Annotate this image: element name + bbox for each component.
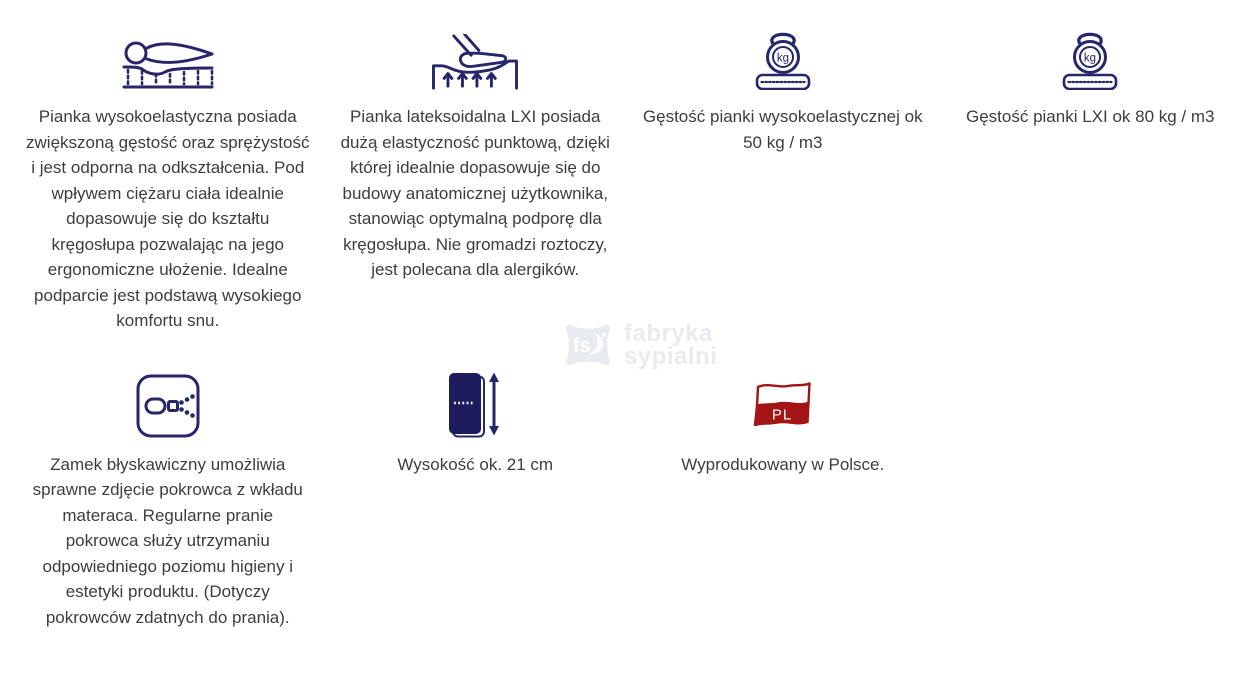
foot-pressure-icon <box>427 28 523 90</box>
feature-height <box>322 370 630 631</box>
logo-fs-text: fs <box>573 335 591 357</box>
feature-density-he <box>629 28 937 334</box>
zipper-teeth-dots <box>179 394 195 418</box>
feature-text: Gęstość pianki wysokoelastycznej ok 50 kg / m3 <box>642 107 923 152</box>
watermark-line2: sypialni <box>624 343 718 370</box>
pl-label: PL <box>771 406 792 423</box>
poland-flag-icon <box>752 370 814 438</box>
mattress-height-icon <box>447 370 503 438</box>
feature-foam-he <box>14 28 322 334</box>
feature-zipper <box>14 370 322 631</box>
feature-text: Zamek błyskawiczny umożliwia sprawne zdjęcie pokrowca z wkładu materaca. Regularne pranie pokrowca służy utrzymaniu odpowiedniego poziomu higieny i estetyki produktu. (Dotyczy pokrowców zdatnych do prania). <box>32 454 303 627</box>
feature-text: Pianka wysokoelastyczna posiada zwiększoną gęstość oraz sprężystość i jest odporna na odkształcenia. Pod wpływem ciężaru ciała idealnie dopasowuje się do kształtu kręgosłupa pozwalając na jego ergonomiczne ułożenie. Idealne podparcie jest podstawą wysokiego komfortu snu. <box>26 107 310 330</box>
person-on-mattress-icon <box>121 28 215 90</box>
feature-text: Wysokość ok. 21 cm <box>397 454 554 474</box>
feature-made-in-poland <box>629 370 937 631</box>
poland-flag-icon <box>752 378 814 434</box>
feature-foam-lxi <box>322 28 630 334</box>
kg-label: kg <box>776 52 789 65</box>
kg-label: kg <box>1084 52 1097 65</box>
kettlebell-density-icon <box>755 28 811 90</box>
feature-text: Gęstość pianki LXI ok 80 kg / m3 <box>965 107 1215 126</box>
watermark-line1: fabryka <box>624 320 713 347</box>
kettlebell-density-icon <box>1062 28 1118 90</box>
zipper-icon <box>136 370 200 438</box>
feature-text: Wyprodukowany w Polsce. <box>681 454 885 474</box>
feature-density-lxi <box>937 28 1245 334</box>
feature-text: Pianka lateksoidalna LXI posiada dużą elastyczność punktową, dzięki której idealnie dopasowuje się do budowy anatomicznej użytkownika, stanowiąc optymalną podporę dla kręgosłupa. Nie gromadzi roztoczy, jest polecana dla alergików. <box>340 107 610 279</box>
